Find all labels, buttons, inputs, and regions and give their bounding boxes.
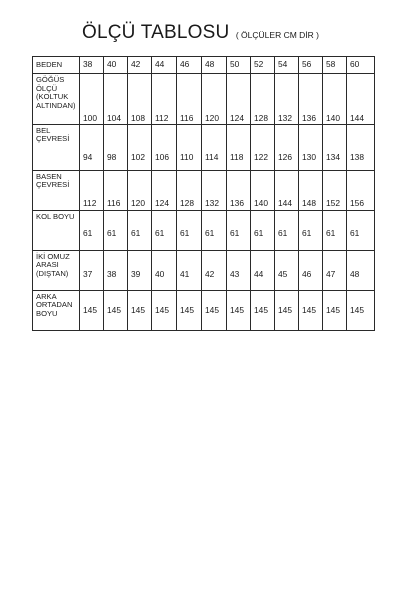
cell-value: 61 bbox=[302, 227, 312, 238]
table-cell bbox=[104, 124, 128, 170]
cell-value: 145 bbox=[107, 304, 121, 315]
size-header-cell: 60 bbox=[347, 57, 375, 74]
table-cell bbox=[128, 170, 152, 210]
page-title bbox=[0, 22, 401, 44]
cell-value: 120 bbox=[205, 113, 219, 123]
cell-value: 38 bbox=[107, 268, 117, 279]
size-header-cell: 56 bbox=[299, 57, 323, 74]
measurement-label: KOL BOYU bbox=[33, 210, 80, 250]
table-cell bbox=[299, 124, 323, 170]
cell-value: 61 bbox=[131, 227, 141, 238]
table-cell bbox=[299, 250, 323, 290]
cell-value: 128 bbox=[254, 113, 268, 123]
cell-value: 124 bbox=[155, 197, 169, 208]
cell-value: 145 bbox=[205, 304, 219, 315]
cell-value: 145 bbox=[278, 304, 292, 315]
size-header-cell: 52 bbox=[251, 57, 275, 74]
table-cell bbox=[152, 250, 177, 290]
size-header-cell: 44 bbox=[152, 57, 177, 74]
cell-value: 108 bbox=[131, 113, 145, 123]
table-row bbox=[33, 74, 375, 125]
cell-value: 138 bbox=[350, 151, 364, 162]
table-cell bbox=[347, 250, 375, 290]
table-cell bbox=[251, 124, 275, 170]
table-cell bbox=[299, 74, 323, 125]
table-row bbox=[33, 170, 375, 210]
cell-value: 44 bbox=[254, 268, 264, 279]
table-cell bbox=[177, 210, 202, 250]
title-main: ÖLÇÜ TABLOSU bbox=[82, 22, 230, 43]
table-cell bbox=[347, 170, 375, 210]
table-cell bbox=[177, 170, 202, 210]
table-cell bbox=[275, 250, 299, 290]
cell-value: 136 bbox=[302, 113, 316, 123]
table-cell bbox=[104, 290, 128, 330]
size-chart-table bbox=[32, 56, 375, 331]
table-cell bbox=[80, 170, 104, 210]
cell-value: 156 bbox=[350, 197, 364, 208]
table-cell bbox=[128, 290, 152, 330]
size-header-cell: 42 bbox=[128, 57, 152, 74]
table-cell bbox=[323, 290, 347, 330]
cell-value: 100 bbox=[83, 113, 97, 123]
table-cell bbox=[299, 170, 323, 210]
table-header-row bbox=[33, 57, 375, 74]
table-cell bbox=[347, 74, 375, 125]
table-cell bbox=[80, 250, 104, 290]
measurement-label: GÖĞÜS ÖLÇÜ (KOLTUK ALTINDAN) bbox=[33, 74, 80, 125]
table-cell bbox=[177, 124, 202, 170]
cell-value: 110 bbox=[180, 151, 194, 162]
cell-value: 114 bbox=[205, 151, 219, 162]
table-cell bbox=[275, 290, 299, 330]
table-cell bbox=[347, 210, 375, 250]
size-header-cell: 40 bbox=[104, 57, 128, 74]
cell-value: 61 bbox=[180, 227, 190, 238]
table-cell bbox=[299, 290, 323, 330]
cell-value: 61 bbox=[350, 227, 360, 238]
size-header-cell: 48 bbox=[202, 57, 227, 74]
table-cell bbox=[202, 124, 227, 170]
table-cell bbox=[323, 170, 347, 210]
table-cell bbox=[227, 170, 251, 210]
table-cell bbox=[275, 74, 299, 125]
cell-value: 144 bbox=[350, 113, 364, 123]
table-cell bbox=[152, 74, 177, 125]
table-cell bbox=[323, 74, 347, 125]
cell-value: 112 bbox=[83, 197, 97, 208]
table-cell bbox=[152, 210, 177, 250]
table-cell bbox=[177, 74, 202, 125]
table-cell bbox=[128, 124, 152, 170]
size-header-cell: 54 bbox=[275, 57, 299, 74]
size-header-cell: 38 bbox=[80, 57, 104, 74]
cell-value: 132 bbox=[205, 197, 219, 208]
table-cell bbox=[128, 210, 152, 250]
cell-value: 130 bbox=[302, 151, 316, 162]
cell-value: 61 bbox=[326, 227, 336, 238]
table-cell bbox=[202, 290, 227, 330]
table-cell bbox=[202, 170, 227, 210]
cell-value: 144 bbox=[278, 197, 292, 208]
table-cell bbox=[152, 170, 177, 210]
cell-value: 122 bbox=[254, 151, 268, 162]
cell-value: 145 bbox=[131, 304, 145, 315]
cell-value: 45 bbox=[278, 268, 288, 279]
cell-value: 134 bbox=[326, 151, 340, 162]
cell-value: 152 bbox=[326, 197, 340, 208]
cell-value: 145 bbox=[83, 304, 97, 315]
cell-value: 42 bbox=[205, 268, 215, 279]
cell-value: 148 bbox=[302, 197, 316, 208]
measurement-label: BASEN ÇEVRESİ bbox=[33, 170, 80, 210]
table-cell bbox=[104, 210, 128, 250]
cell-value: 61 bbox=[107, 227, 117, 238]
cell-value: 124 bbox=[230, 113, 244, 123]
table-cell bbox=[227, 290, 251, 330]
cell-value: 145 bbox=[302, 304, 316, 315]
cell-value: 128 bbox=[180, 197, 194, 208]
measurement-label: BEL ÇEVRESİ bbox=[33, 124, 80, 170]
cell-value: 47 bbox=[326, 268, 336, 279]
table-cell bbox=[347, 290, 375, 330]
cell-value: 46 bbox=[302, 268, 312, 279]
cell-value: 116 bbox=[180, 113, 194, 123]
table-cell bbox=[152, 290, 177, 330]
table-cell bbox=[152, 124, 177, 170]
header-label: BEDEN bbox=[33, 57, 80, 74]
table-cell bbox=[323, 124, 347, 170]
table-cell bbox=[275, 170, 299, 210]
table-cell bbox=[177, 250, 202, 290]
cell-value: 145 bbox=[350, 304, 364, 315]
cell-value: 132 bbox=[278, 113, 292, 123]
table-cell bbox=[80, 210, 104, 250]
cell-value: 102 bbox=[131, 151, 145, 162]
table-cell bbox=[202, 210, 227, 250]
table-cell bbox=[251, 250, 275, 290]
table-cell bbox=[299, 210, 323, 250]
title-subtitle: ( ÖLÇÜLER CM DİR ) bbox=[235, 30, 319, 40]
cell-value: 48 bbox=[350, 268, 360, 279]
cell-value: 61 bbox=[230, 227, 240, 238]
cell-value: 140 bbox=[326, 113, 340, 123]
cell-value: 145 bbox=[180, 304, 194, 315]
table-cell bbox=[104, 74, 128, 125]
cell-value: 40 bbox=[155, 268, 165, 279]
table-cell bbox=[177, 290, 202, 330]
cell-value: 120 bbox=[131, 197, 145, 208]
cell-value: 136 bbox=[230, 197, 244, 208]
cell-value: 61 bbox=[83, 227, 93, 238]
cell-value: 61 bbox=[155, 227, 165, 238]
cell-value: 145 bbox=[155, 304, 169, 315]
table-cell bbox=[347, 124, 375, 170]
size-header-cell: 50 bbox=[227, 57, 251, 74]
cell-value: 126 bbox=[278, 151, 292, 162]
table-row bbox=[33, 290, 375, 330]
table-cell bbox=[251, 170, 275, 210]
table-cell bbox=[202, 74, 227, 125]
cell-value: 94 bbox=[83, 151, 93, 162]
table-cell bbox=[104, 250, 128, 290]
table-cell bbox=[323, 210, 347, 250]
table-row bbox=[33, 210, 375, 250]
cell-value: 98 bbox=[107, 151, 117, 162]
table-cell bbox=[227, 124, 251, 170]
cell-value: 145 bbox=[230, 304, 244, 315]
table-cell bbox=[251, 74, 275, 125]
table-cell bbox=[275, 124, 299, 170]
table-cell bbox=[80, 290, 104, 330]
table-cell bbox=[323, 250, 347, 290]
size-header-cell: 46 bbox=[177, 57, 202, 74]
table-cell bbox=[227, 250, 251, 290]
cell-value: 112 bbox=[155, 113, 169, 123]
table-row bbox=[33, 124, 375, 170]
cell-value: 118 bbox=[230, 151, 244, 162]
cell-value: 145 bbox=[254, 304, 268, 315]
table-cell bbox=[227, 210, 251, 250]
size-header-cell: 58 bbox=[323, 57, 347, 74]
table-row bbox=[33, 250, 375, 290]
cell-value: 43 bbox=[230, 268, 240, 279]
cell-value: 61 bbox=[254, 227, 264, 238]
table-cell bbox=[80, 124, 104, 170]
cell-value: 39 bbox=[131, 268, 141, 279]
cell-value: 41 bbox=[180, 268, 190, 279]
table-cell bbox=[202, 250, 227, 290]
table-cell bbox=[251, 290, 275, 330]
cell-value: 61 bbox=[278, 227, 288, 238]
table-cell bbox=[251, 210, 275, 250]
cell-value: 61 bbox=[205, 227, 215, 238]
table-cell bbox=[128, 250, 152, 290]
cell-value: 116 bbox=[107, 197, 121, 208]
cell-value: 104 bbox=[107, 113, 121, 123]
table-cell bbox=[104, 170, 128, 210]
cell-value: 106 bbox=[155, 151, 169, 162]
measurement-label: İKİ OMUZ ARASI (DIŞTAN) bbox=[33, 250, 80, 290]
cell-value: 140 bbox=[254, 197, 268, 208]
table-cell bbox=[128, 74, 152, 125]
table-cell bbox=[275, 210, 299, 250]
cell-value: 37 bbox=[83, 268, 93, 279]
table-cell bbox=[80, 74, 104, 125]
measurement-label: ARKA ORTADAN BOYU bbox=[33, 290, 80, 330]
table-cell bbox=[227, 74, 251, 125]
cell-value: 145 bbox=[326, 304, 340, 315]
